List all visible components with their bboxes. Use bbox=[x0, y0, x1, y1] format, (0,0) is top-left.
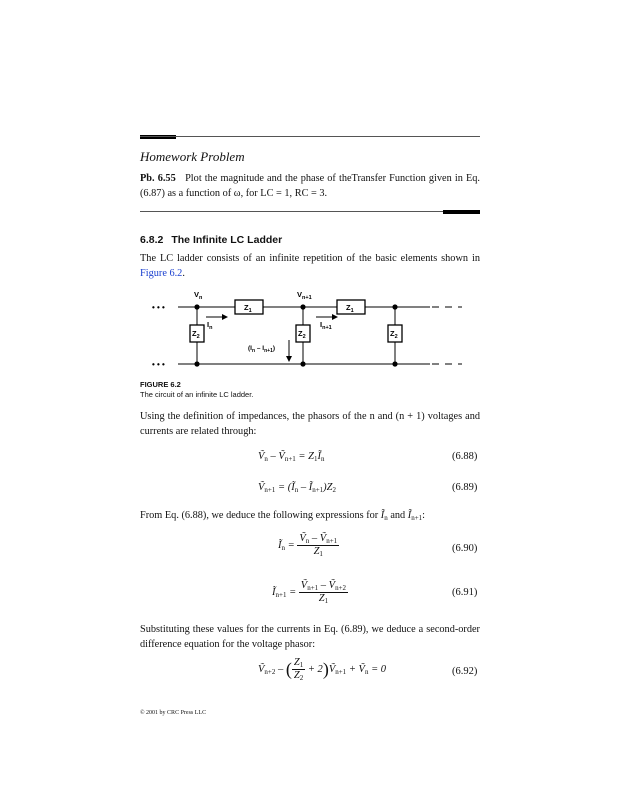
intro-text: The LC ladder consists of an infinite repetition of the basic elements shown in bbox=[140, 253, 480, 264]
section-heading bbox=[140, 234, 282, 246]
paragraph-deduce: From Eq. (6.88), we deduce the following expressions for $Ĩ_n$ and $Ĩ_{n+1}$: bbox=[140, 510, 426, 522]
section-intro bbox=[140, 251, 480, 281]
eqnum-6-91: (6.91) bbox=[452, 587, 478, 598]
dots-bottom: • • • bbox=[152, 360, 165, 369]
node-bottom-1 bbox=[194, 361, 199, 366]
in-arrow-head bbox=[222, 314, 228, 320]
p2-end: : bbox=[422, 510, 426, 521]
paragraph-impedances: Using the definition of impedances, the phasors of the n and (n + 1) voltages and currents are related through: bbox=[140, 411, 480, 437]
node-top-2 bbox=[300, 304, 305, 309]
p2-and: and bbox=[390, 510, 406, 521]
label-vn: $V_n$ bbox=[194, 290, 203, 301]
node-top-3 bbox=[392, 304, 397, 309]
bottom-accent-bar bbox=[443, 210, 480, 214]
copyright-footer: © 2001 by CRC Press LLC bbox=[140, 710, 207, 716]
section-title: The Infinite LC Ladder bbox=[171, 234, 283, 246]
ladder-circuit-figure bbox=[140, 284, 480, 376]
figure-caption-label: FIGURE 6.2 bbox=[140, 380, 181, 389]
top-rule bbox=[140, 136, 480, 137]
problem-text: Plot the magnitude and the phase of theTransfer Function given in Eq. (6.87) as a function of ω, for LC = 1, RC = 3. bbox=[140, 173, 481, 199]
label-z2-3: $Z_2$ bbox=[390, 329, 398, 340]
label-z2-2: $Z_2$ bbox=[298, 329, 306, 340]
bottom-rule bbox=[140, 211, 480, 212]
label-z1-1: $Z_1$ bbox=[244, 303, 252, 314]
homework-title: Homework Problem bbox=[140, 149, 245, 164]
dots-top: • • • bbox=[152, 303, 165, 312]
label-vn1: $V_{n+1}$ bbox=[297, 290, 312, 301]
eqnum-6-89: (6.89) bbox=[452, 482, 478, 493]
p2-text: From Eq. (6.88), we deduce the following expressions for bbox=[140, 510, 379, 521]
label-in1: $I_{n+1}$ bbox=[320, 320, 332, 331]
intro-end: . bbox=[182, 268, 185, 279]
label-current-diff: $(I_n - I_{n+1})$ bbox=[248, 345, 276, 354]
diff-arrow-head bbox=[286, 356, 292, 362]
equation-6-92: Ṽ$_{n+2}$ – ( $\frac{Z_1}{Z_2}$ + 2)Ṽ$_{n+1}$ + Ṽ$_n$ = 0 bbox=[258, 657, 387, 682]
problem-label: Pb. 6.55 bbox=[140, 173, 176, 184]
label-z1-2: $Z_1$ bbox=[346, 303, 354, 314]
label-z2-1: $Z_2$ bbox=[192, 329, 200, 340]
node-bottom-3 bbox=[392, 361, 397, 366]
in1-arrow-head bbox=[332, 314, 338, 320]
equation-6-89: Ṽ$_{n+1}$ = ($Ĩ_n$ – $Ĩ_{n+1})Z_2$ bbox=[258, 482, 337, 494]
eqnum-6-90: (6.90) bbox=[452, 543, 478, 554]
node-bottom-2 bbox=[300, 361, 305, 366]
figure-caption bbox=[140, 380, 253, 400]
equation-6-91: $Ĩ_{n+1}$ = $\frac{Ṽ_{n+1} - Ṽ_{n+2}}{Z_1}$ bbox=[272, 580, 347, 605]
eqnum-6-88: (6.88) bbox=[452, 451, 478, 462]
section-number: 6.8.2 bbox=[140, 234, 164, 246]
label-in: $I_n$ bbox=[207, 320, 213, 331]
paragraph-substituting: Substituting these values for the currents in Eq. (6.89), we deduce a second-order difference equation for the voltage phasor: bbox=[140, 624, 480, 650]
homework-problem bbox=[140, 171, 480, 201]
equation-6-90: $Ĩ_n$ = $\frac{Ṽ_n - Ṽ_{n+1}}{Z_1}$ bbox=[278, 533, 338, 558]
figure-link[interactable]: Figure 6.2 bbox=[140, 268, 183, 279]
node-top-1 bbox=[194, 304, 199, 309]
equation-6-88: Ṽ$_n$ – Ṽ$_{n+1}$ = $Z_1Ĩ_n$ bbox=[258, 451, 325, 463]
eqnum-6-92: (6.92) bbox=[452, 666, 478, 677]
figure-caption-text: The circuit of an infinite LC ladder. bbox=[140, 390, 254, 399]
